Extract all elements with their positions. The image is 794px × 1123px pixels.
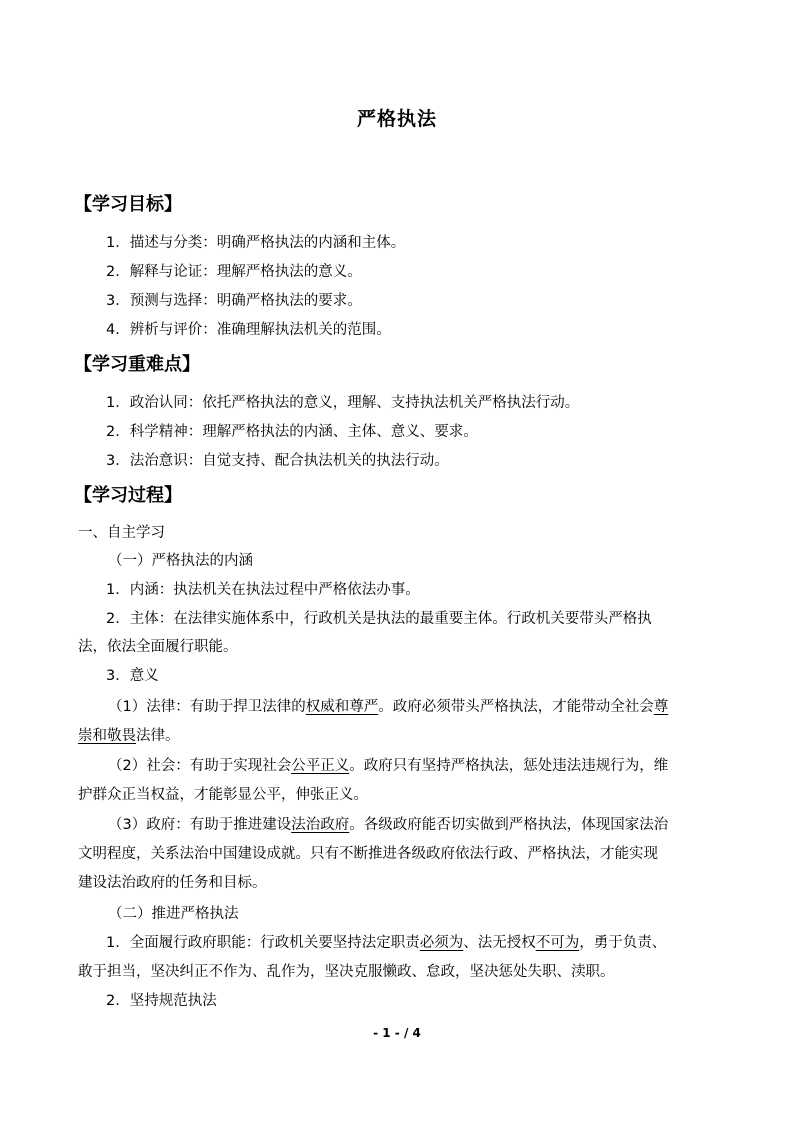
text-run: 1．全面履行政府职能：行政机关要坚持法定职责 bbox=[106, 935, 420, 951]
page-title: 严格执法 bbox=[356, 108, 437, 130]
underlined-term: 不可为 bbox=[535, 935, 580, 951]
paragraph-line: 敢于担当，坚决纠正不作为、乱作为，坚决克服懒政、怠政，坚决惩处失职、渎职。 bbox=[78, 964, 615, 980]
paragraph-line: 1．内涵：执法机关在执法过程中严格依法办事。 bbox=[106, 582, 420, 598]
text-run: （3）政府：有助于推进建设 bbox=[108, 817, 292, 833]
underlined-term: 权威和尊严 bbox=[305, 699, 379, 715]
paragraph-line-government bbox=[108, 815, 668, 835]
underlined-term: 尊 bbox=[653, 699, 669, 715]
paragraph-line: 法，依法全面履行职能。 bbox=[78, 639, 238, 655]
objective-item: 4．辨析与评价：准确理解执法机关的范围。 bbox=[106, 322, 391, 338]
text-run: ，勇于负责、 bbox=[579, 935, 667, 951]
paragraph-line-duty bbox=[106, 933, 666, 953]
section-heading: 一、自主学习 bbox=[78, 525, 165, 541]
key-point-item: 2．科学精神：理解严格执法的内涵、主体、意义、要求。 bbox=[106, 424, 478, 440]
paragraph-line-society bbox=[108, 756, 668, 776]
paragraph-line: 2．坚持规范执法 bbox=[106, 993, 217, 1009]
paragraph-line: 2．主体：在法律实施体系中，行政机关是执法的最重要主体。行政机关要带头严格执 bbox=[106, 611, 652, 627]
objective-item: 2．解释与论证：理解严格执法的意义。 bbox=[106, 264, 362, 280]
text-run: 法律。 bbox=[136, 728, 180, 744]
text-run: （1）法律：有助于捍卫法律的 bbox=[108, 699, 306, 715]
paragraph-line: 建设法治政府的任务和目标。 bbox=[78, 875, 267, 891]
underlined-term: 公平正义 bbox=[291, 758, 350, 774]
paragraph-line-law bbox=[108, 697, 668, 717]
underlined-term: 崇和敬畏 bbox=[78, 728, 136, 744]
text-run: 、法无授权 bbox=[463, 935, 536, 951]
underlined-term: 必须为 bbox=[419, 935, 464, 951]
text-run: 。政府只有坚持严格执法，惩处违法违规行为，维 bbox=[349, 758, 669, 774]
key-points-heading: 【学习重难点】 bbox=[74, 354, 200, 375]
key-point-item: 3．法治意识：自觉支持、配合执法机关的执法行动。 bbox=[106, 453, 449, 469]
key-point-item: 1．政治认同：依托严格执法的意义，理解、支持执法机关严格执法行动。 bbox=[106, 395, 580, 411]
objectives-heading: 【学习目标】 bbox=[74, 194, 182, 215]
subsection-heading: （一）严格执法的内涵 bbox=[108, 553, 253, 569]
paragraph-line: 护群众正当权益，才能彰显公平，伸张正义。 bbox=[78, 787, 368, 803]
text-run: 。政府必须带头严格执法，才能带动全社会 bbox=[378, 699, 654, 715]
page-number: - 1 - / 4 bbox=[373, 1026, 421, 1040]
subsection-heading: （二）推进严格执法 bbox=[108, 906, 239, 922]
process-heading: 【学习过程】 bbox=[74, 485, 182, 506]
objective-item: 3．预测与选择：明确严格执法的要求。 bbox=[106, 293, 362, 309]
text-run: 。各级政府能否切实做到严格执法，体现国家法治 bbox=[349, 817, 669, 833]
underlined-term: 法治政府 bbox=[291, 817, 350, 833]
text-run: （2）社会：有助于实现社会 bbox=[108, 758, 292, 774]
paragraph-line: 3．意义 bbox=[106, 668, 159, 684]
paragraph-line: 文明程度，关系法治中国建设成就。只有不断推进各级政府依法行政、严格执法，才能实现 bbox=[78, 846, 658, 862]
objective-item: 1．描述与分类：明确严格执法的内涵和主体。 bbox=[106, 235, 406, 251]
paragraph-line-law-cont bbox=[78, 726, 180, 746]
